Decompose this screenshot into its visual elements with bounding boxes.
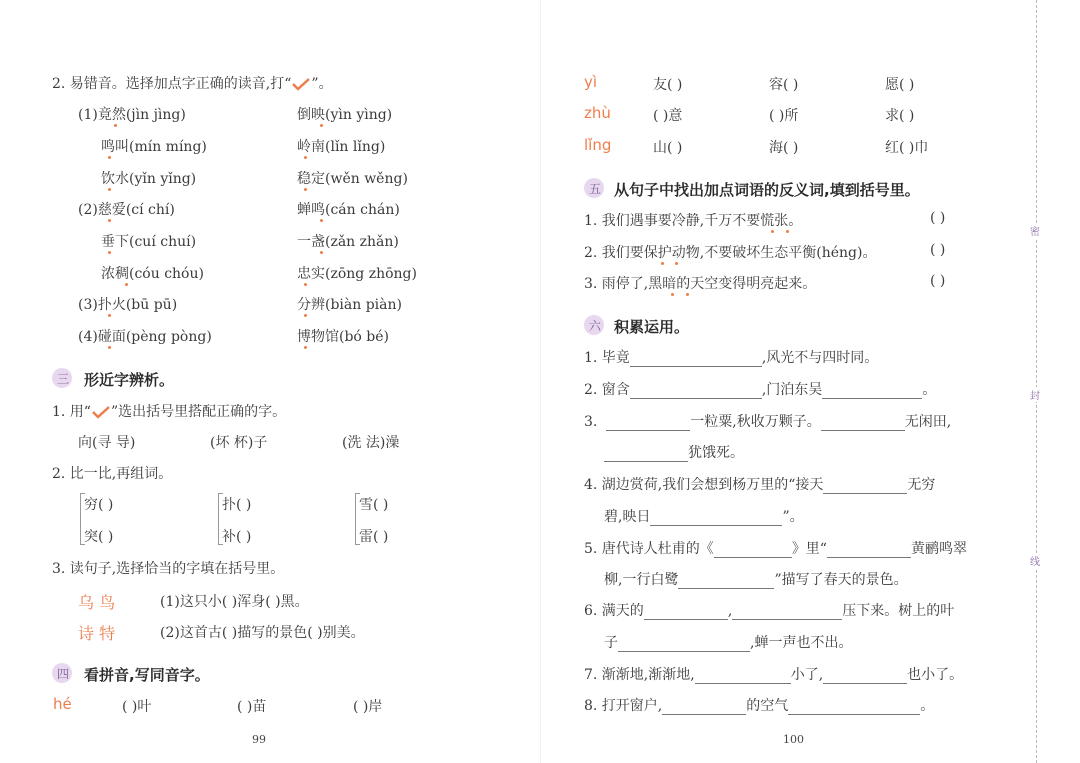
pair-1-a: 穷( ) [84,497,114,513]
emphasis-dot [108,188,111,191]
s5-item-1: 1. 我们遇事要冷静,千万不要慌张。 [584,213,803,229]
answer-blank[interactable] [827,543,911,558]
s6-line-6b: 子 ,蝉一声也不出。 [604,635,853,651]
q2-row-5-left: 垂下(cuí chuí) [101,234,197,250]
q2-row-2-left: 鸣叫(mín míng) [101,139,207,155]
pinyin-he: hé [53,695,72,713]
s6-line-6: 6. 满天的 , 压下来。树上的叶 [584,603,955,619]
q2-row-6-right: 忠实(zōng zhōng) [297,266,417,282]
emphasis-dot [320,251,323,254]
answer-blank[interactable] [662,700,746,715]
seal-char-xian: 线 [1030,553,1040,568]
ling-item-3: 红( )巾 [885,140,929,156]
s6-line-2: 2. 窗含 ,门泊东吴 。 [584,382,937,398]
section-badge-label: 六 [589,319,602,333]
emphasis-dot [108,314,111,317]
seal-line [1036,0,1037,763]
s3-q1-item-3: (洗 法)澡 [342,435,400,451]
s6-line-3: 3. 一粒粟,秋收万颗子。 无闲田, [584,414,952,430]
check-icon [91,405,111,419]
s4-item-3: ( )岸 [353,699,383,715]
emphasis-dot [771,230,774,233]
answer-blank[interactable] [606,416,690,431]
section-5-title: 从句子中找出加点词语的反义词,填到括号里。 [614,181,920,199]
answer-blank[interactable] [650,511,782,526]
s3-q1-item-1: 向(寻 导) [78,435,136,451]
s5-paren-2: ( ) [930,242,946,258]
q2-title: 2. 易错音。选择加点字正确的读音,打“ ”。 [52,76,333,92]
pair-2-b: 补( ) [222,529,252,545]
emphasis-dot [304,188,307,191]
emphasis-dot [661,262,664,265]
s3-q3-title: 3. 读句子,选择恰当的字填在括号里。 [52,561,285,577]
s6-line-5: 5. 唐代诗人杜甫的《 》里“ 黄鹂鸣翠 [584,541,967,557]
s5-item-2: 2. 我们要保护动物,不要破坏生态平衡(héng)。 [584,245,877,261]
s6-line-3b: 犹饿死。 [604,442,744,462]
zhu-item-1: ( )意 [653,108,683,124]
s3-q1-item-2: (坏 杯)子 [210,435,268,451]
pinyin-ling: lǐng [584,136,612,154]
section-3-title: 形近字辨析。 [84,371,175,389]
q2-row-8-left: (4)碰面(pèng pòng) [78,329,212,345]
section-badge-label: 三 [57,372,70,386]
section-6-title: 积累运用。 [614,318,690,336]
q2-row-4-right: 蝉鸣(cán chán) [297,202,400,218]
s3-q2-title: 2. 比一比,再组词。 [52,466,173,482]
emphasis-dot [108,156,111,159]
page-fold [540,0,541,763]
answer-blank[interactable] [695,669,791,684]
answer-blank[interactable] [823,669,907,684]
s4-item-2: ( )苗 [237,699,267,715]
emphasis-dot [304,314,307,317]
answer-blank[interactable] [618,637,750,652]
emphasis-dot [320,124,323,127]
yi-item-1: 友( ) [653,77,683,93]
s6-line-4: 4. 湖边赏荷,我们会想到杨万里的“接天 无穷 [584,477,936,493]
q2-row-7-right: 分辨(biàn piàn) [297,297,402,313]
q2-row-6-left: 浓稠(cóu chóu) [101,266,204,282]
answer-blank[interactable] [644,605,728,620]
emphasis-dot [686,293,689,296]
zhu-item-3: 求( ) [885,108,915,124]
choice-chars-2: 诗 特 [78,624,116,643]
pair-2-a: 扑( ) [222,497,252,513]
answer-blank[interactable] [630,352,762,367]
q2-row-1-left: (1)竟然(jìn jìng) [78,107,186,123]
q2-row-1-right: 倒映(yìn yìng) [297,107,393,123]
s5-paren-3: ( ) [930,273,946,289]
s3-q1-title: 1. 用“ ”选出括号里搭配正确的字。 [52,404,287,420]
section-badge-label: 五 [589,182,602,196]
answer-blank[interactable] [821,416,905,431]
s5-item-3: 3. 雨停了,黑暗的天空变得明亮起来。 [584,276,817,292]
s6-line-5b: 柳,一行白鹭 ”描写了春天的景色。 [604,572,908,588]
q2-row-5-right: 一盏(zǎn zhǎn) [297,234,399,250]
emphasis-dot [671,293,674,296]
section-4-title: 看拼音,写同音字。 [84,666,210,684]
pair-3-a: 雪( ) [359,497,389,513]
emphasis-dot [108,219,111,222]
emphasis-dot [320,219,323,222]
answer-blank[interactable] [732,605,842,620]
page-number-right: 100 [783,733,804,746]
ling-item-1: 山( ) [653,140,683,156]
emphasis-dot [108,346,111,349]
emphasis-dot [304,346,307,349]
section-badge-label: 四 [57,667,70,681]
emphasis-dot [125,283,128,286]
s3-q3-sentence-2: (2)这首古( )描写的景色( )别美。 [160,625,365,641]
answer-blank[interactable] [788,700,920,715]
s6-line-7: 7. 渐渐地,渐渐地, 小了, 也小了。 [584,667,964,683]
q2-row-2-right: 岭南(lǐn lǐng) [297,139,386,155]
pinyin-zhu: zhù [584,104,611,122]
q2-row-8-right: 博物馆(bó bé) [297,329,390,345]
q2-row-7-left: (3)扑火(bū pū) [78,297,178,313]
s4-item-1: ( )叶 [122,699,152,715]
s6-line-8: 8. 打开窗户, 的空气 。 [584,698,935,714]
check-icon [291,77,311,91]
s5-paren-1: ( ) [930,210,946,226]
answer-blank[interactable] [714,543,792,558]
answer-blank[interactable] [823,479,907,494]
s3-q3-sentence-1: (1)这只小( )浑身( )黑。 [160,594,309,610]
pair-3-b: 雷( ) [359,529,389,545]
emphasis-dot [675,262,678,265]
pinyin-yi: yì [584,73,598,91]
page-number-left: 99 [252,733,266,746]
s6-line-4b: 碧,映日 ”。 [604,509,804,525]
answer-blank[interactable] [822,384,922,399]
zhu-item-2: ( )所 [769,108,799,124]
ling-item-2: 海( ) [769,140,799,156]
answer-blank[interactable] [604,447,688,462]
choice-chars-1: 乌 鸟 [78,593,116,612]
answer-blank[interactable] [678,574,774,589]
s6-line-1: 1. 毕竟 ,风光不与四时同。 [584,350,879,366]
emphasis-dot [304,156,307,159]
seal-char-mi: 密 [1030,223,1040,238]
yi-item-3: 愿( ) [885,77,915,93]
yi-item-2: 容( ) [769,77,799,93]
emphasis-dot [786,230,789,233]
pair-1-b: 突( ) [84,529,114,545]
emphasis-dot [114,124,117,127]
answer-blank[interactable] [630,384,762,399]
q2-row-3-left: 饮水(yǐn yǐng) [101,171,197,187]
q2-row-3-right: 稳定(wěn wěng) [297,171,408,187]
seal-char-feng: 封 [1030,387,1040,402]
q2-row-4-left: (2)慈爱(cí chí) [78,202,175,218]
emphasis-dot [304,283,307,286]
emphasis-dot [108,251,111,254]
